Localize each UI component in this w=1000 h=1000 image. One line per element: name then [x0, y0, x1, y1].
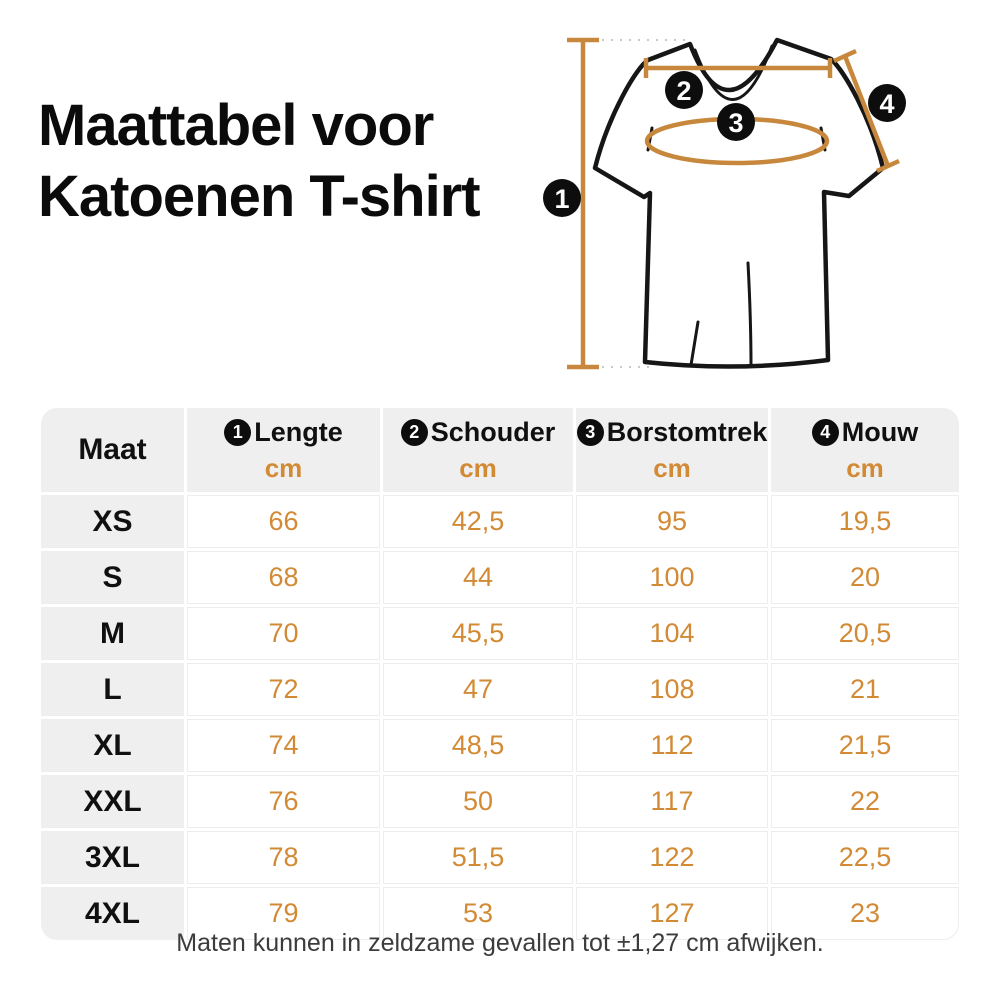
diagram-badge-2: [665, 71, 703, 109]
cell-value: 76: [187, 775, 380, 828]
cell-value: 20,5: [771, 607, 959, 660]
cell-value: 20: [771, 551, 959, 604]
cell-value: 108: [576, 663, 768, 716]
cell-value: 23: [771, 887, 959, 940]
header-badge-4: 4: [812, 419, 839, 446]
header-badge-3: 3: [577, 419, 604, 446]
cell-value: 79: [187, 887, 380, 940]
table-row-3xl: [41, 831, 959, 884]
cell-value: 21: [771, 663, 959, 716]
col-header-borstomtrek: [576, 408, 768, 492]
cell-value: 95: [576, 495, 768, 548]
col-header-borstomtrek-unit: cm: [653, 452, 691, 483]
cell-value: 72: [187, 663, 380, 716]
col-header-mouw-label: Mouw: [841, 416, 919, 447]
cell-value: 117: [576, 775, 768, 828]
cell-value: 47: [383, 663, 573, 716]
cell-value: 127: [576, 887, 768, 940]
cell-value: 50: [383, 775, 573, 828]
cell-value: 21,5: [771, 719, 959, 772]
cell-value: 48,5: [383, 719, 573, 772]
page-title-line1: Maattabel voor: [38, 93, 434, 158]
col-header-schouder-label: Schouder: [430, 416, 556, 447]
diagram-badge-4: [868, 84, 906, 122]
col-header-lengte-unit: cm: [264, 452, 303, 483]
col-header-mouw: [771, 408, 959, 492]
cell-value: 100: [576, 551, 768, 604]
size-label: XXL: [41, 775, 184, 828]
cell-value: 112: [576, 719, 768, 772]
tshirt-outline: [595, 40, 883, 367]
table-row-xs: [41, 495, 959, 548]
table-row-s: [41, 551, 959, 604]
page-title: [38, 90, 480, 232]
cell-value: 104: [576, 607, 768, 660]
table-row-xxl: [41, 775, 959, 828]
size-label: 4XL: [41, 887, 184, 940]
cell-value: 66: [187, 495, 380, 548]
col-header-schouder-unit: cm: [459, 452, 497, 483]
diagram-badge-1: [543, 179, 581, 217]
col-header-schouder: [383, 408, 573, 492]
col-header-maat: Maat: [41, 408, 184, 492]
cell-value: 70: [187, 607, 380, 660]
header-badge-1: 1: [224, 419, 251, 446]
cell-value: 22: [771, 775, 959, 828]
cell-value: 19,5: [771, 495, 959, 548]
col-header-mouw-unit: cm: [846, 452, 884, 483]
cell-value: 122: [576, 831, 768, 884]
col-header-borstomtrek-label: Borstomtrek: [606, 416, 768, 447]
size-label: L: [41, 663, 184, 716]
table-row-l: [41, 663, 959, 716]
diagram-badge-1-label: 1: [554, 184, 570, 214]
diagram-badge-3-label: 3: [728, 108, 744, 138]
header-badge-2: 2: [401, 419, 428, 446]
footnote: Maten kunnen in zeldzame gevallen tot ±1,27 cm afwijken.: [176, 929, 824, 957]
cell-value: 68: [187, 551, 380, 604]
cell-value: 74: [187, 719, 380, 772]
col-header-lengte: [187, 408, 380, 492]
tshirt-measurement-diagram: [540, 10, 1000, 400]
table-header-row: [41, 408, 959, 492]
cell-value: 53: [383, 887, 573, 940]
diagram-badge-4-label: 4: [879, 89, 895, 119]
cell-value: 44: [383, 551, 573, 604]
cell-value: 45,5: [383, 607, 573, 660]
col-header-lengte-label: Lengte: [254, 416, 343, 447]
size-label: 3XL: [41, 831, 184, 884]
size-label: XL: [41, 719, 184, 772]
diagram-badge-3: [717, 103, 755, 141]
size-table: [38, 405, 962, 943]
table-row-m: [41, 607, 959, 660]
size-label: S: [41, 551, 184, 604]
cell-value: 78: [187, 831, 380, 884]
cell-value: 42,5: [383, 495, 573, 548]
cell-value: 22,5: [771, 831, 959, 884]
cell-value: 51,5: [383, 831, 573, 884]
page-title-line2: Katoenen T-shirt: [38, 164, 480, 229]
table-row-xl: [41, 719, 959, 772]
diagram-badge-2-label: 2: [676, 76, 692, 106]
size-label: M: [41, 607, 184, 660]
size-label: XS: [41, 495, 184, 548]
